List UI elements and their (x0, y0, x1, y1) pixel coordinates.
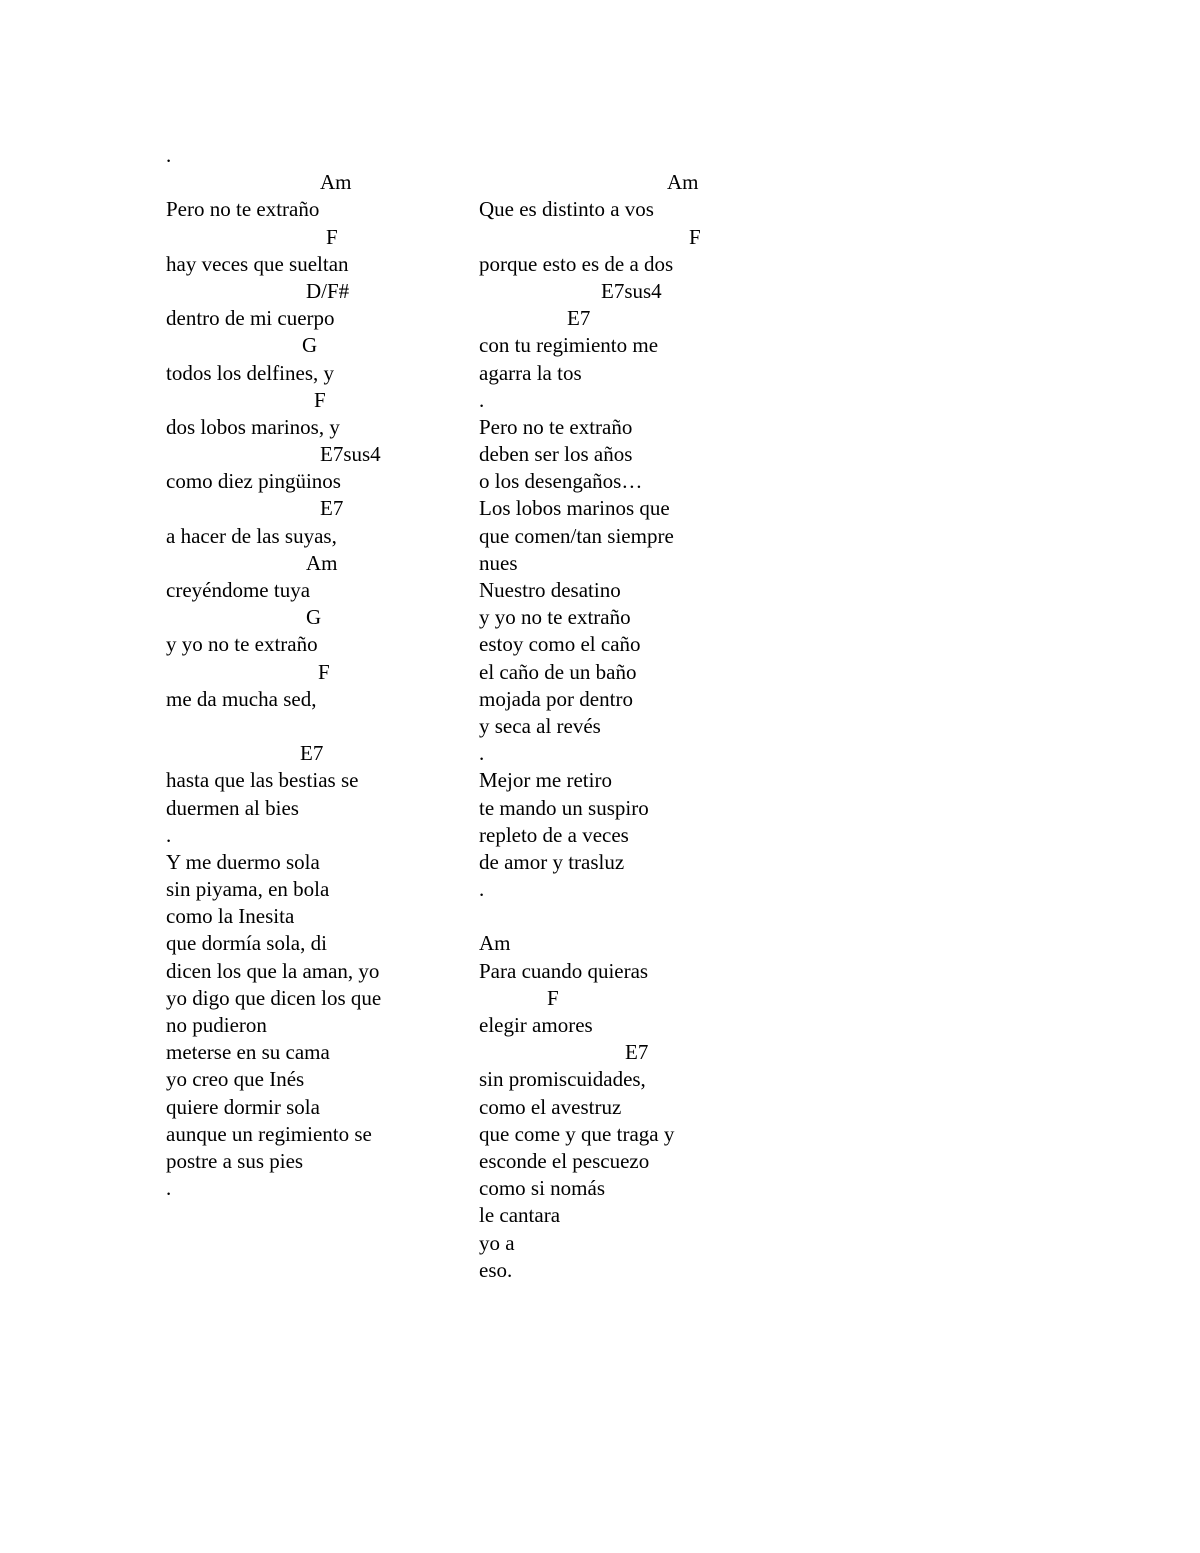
lyric-line: mojada por dentro (479, 686, 633, 711)
lyric-line: deben ser los años (479, 442, 633, 467)
lyric-line: . (479, 387, 485, 412)
lyric-line: te mando un suspiro (479, 795, 649, 820)
lyric-line: porque esto es de a dos (479, 251, 674, 276)
lyric-line: con tu regimiento me (479, 333, 659, 358)
lyric-line: quiere dormir sola (166, 1094, 320, 1119)
lyric-line: de amor y trasluz (479, 849, 625, 874)
lyric-line: Nuestro desatino (479, 578, 621, 602)
lyric-line: como si nomás (479, 1176, 605, 1201)
lyric-line: nues (479, 550, 518, 575)
lyric-line: le cantara (479, 1203, 561, 1228)
chord-line: E7 (625, 1040, 649, 1065)
lyric-line: yo a (479, 1230, 515, 1255)
lyric-line: hay veces que sueltan (166, 251, 349, 276)
chord-line: F (547, 985, 559, 1010)
chord-line: Am (306, 550, 338, 575)
lyric-line: el caño de un baño (479, 659, 637, 684)
lyric-line (479, 903, 779, 930)
lyric-line: estoy como el caño (479, 632, 641, 657)
lyric-line: como diez pingüinos (166, 469, 341, 494)
lyric-line: eso. (479, 1257, 513, 1282)
lyric-line: sin piyama, en bola (166, 877, 330, 902)
chord-line: F (326, 224, 338, 249)
lyric-line: Pero no te extraño (479, 414, 633, 439)
lyric-line: Que es distinto a vos (479, 197, 654, 222)
lyric-line: como el avestruz (479, 1094, 622, 1119)
lyric-line: . (166, 1176, 172, 1201)
chord-line: F (314, 387, 326, 412)
lyric-line: como la Inesita (166, 904, 295, 929)
lyric-line: y yo no te extraño (166, 632, 318, 657)
lyric-line: que comen/tan siempre (479, 523, 674, 548)
lyric-line: postre a sus pies (166, 1148, 304, 1173)
chord-line: D/F# (306, 278, 350, 303)
lyric-line: aunque un regimiento se (166, 1121, 372, 1146)
lyric-line: Mejor me retiro (479, 768, 612, 793)
chord-line: Am (320, 170, 352, 195)
lyric-line: todos los delfines, y (166, 360, 334, 385)
lyric-line: agarra la tos (479, 360, 582, 385)
chord-line: F (318, 659, 330, 684)
chord-line: E7 (320, 496, 344, 521)
lyric-line: elegir amores (479, 1013, 593, 1037)
lyrics-right-column (479, 142, 779, 1284)
lyric-line: y yo no te extraño (479, 605, 631, 630)
lyric-line: dentro de mi cuerpo (166, 306, 335, 331)
lyric-line (479, 142, 779, 169)
lyric-line: esconde el pescuezo (479, 1148, 650, 1173)
lyric-line: Los lobos marinos que (479, 496, 670, 521)
lyric-line: Y me duermo sola (166, 849, 320, 874)
lyric-line: sin promiscuidades, (479, 1067, 646, 1092)
chord-line: F (689, 224, 701, 249)
lyric-line: dicen los que la aman, yo (166, 958, 380, 983)
chord-line: E7sus4 (320, 442, 381, 467)
lyric-line: yo creo que Inés (166, 1067, 305, 1092)
lyric-line: o los desengaños… (479, 469, 643, 494)
chord-line: Am (667, 170, 699, 195)
lyric-line: meterse en su cama (166, 1040, 330, 1065)
lyric-line: Am (479, 931, 511, 956)
lyric-line: no pudieron (166, 1013, 267, 1037)
lyric-line: Para cuando quieras (479, 958, 649, 983)
lyric-line: . (479, 741, 485, 766)
lyric-line: creyéndome tuya (166, 578, 311, 602)
lyric-line: . (479, 877, 485, 902)
lyric-line: . (166, 143, 172, 167)
chord-line: G (306, 605, 322, 630)
lyric-line: que come y que traga y (479, 1121, 675, 1146)
lyric-line: a hacer de las suyas, (166, 523, 337, 548)
lyrics-left-column (166, 142, 466, 1202)
chord-line: E7sus4 (601, 278, 662, 303)
lyric-line: duermen al bies (166, 795, 299, 820)
lyric-line: me da mucha sed, (166, 686, 317, 711)
chord-line: G (302, 333, 318, 358)
lyric-line: . (166, 822, 172, 847)
chord-line: E7 (567, 306, 591, 331)
chord-line: E7 (300, 741, 324, 766)
lyric-line: yo digo que dicen los que (166, 985, 382, 1010)
lyric-line: hasta que las bestias se (166, 768, 359, 793)
lyric-line: repleto de a veces (479, 822, 629, 847)
lyric-line (166, 713, 466, 740)
lyric-line: que dormía sola, di (166, 931, 327, 956)
lyric-line: dos lobos marinos, y (166, 414, 340, 439)
lyric-line: y seca al revés (479, 713, 601, 738)
lyric-line: Pero no te extraño (166, 197, 320, 222)
